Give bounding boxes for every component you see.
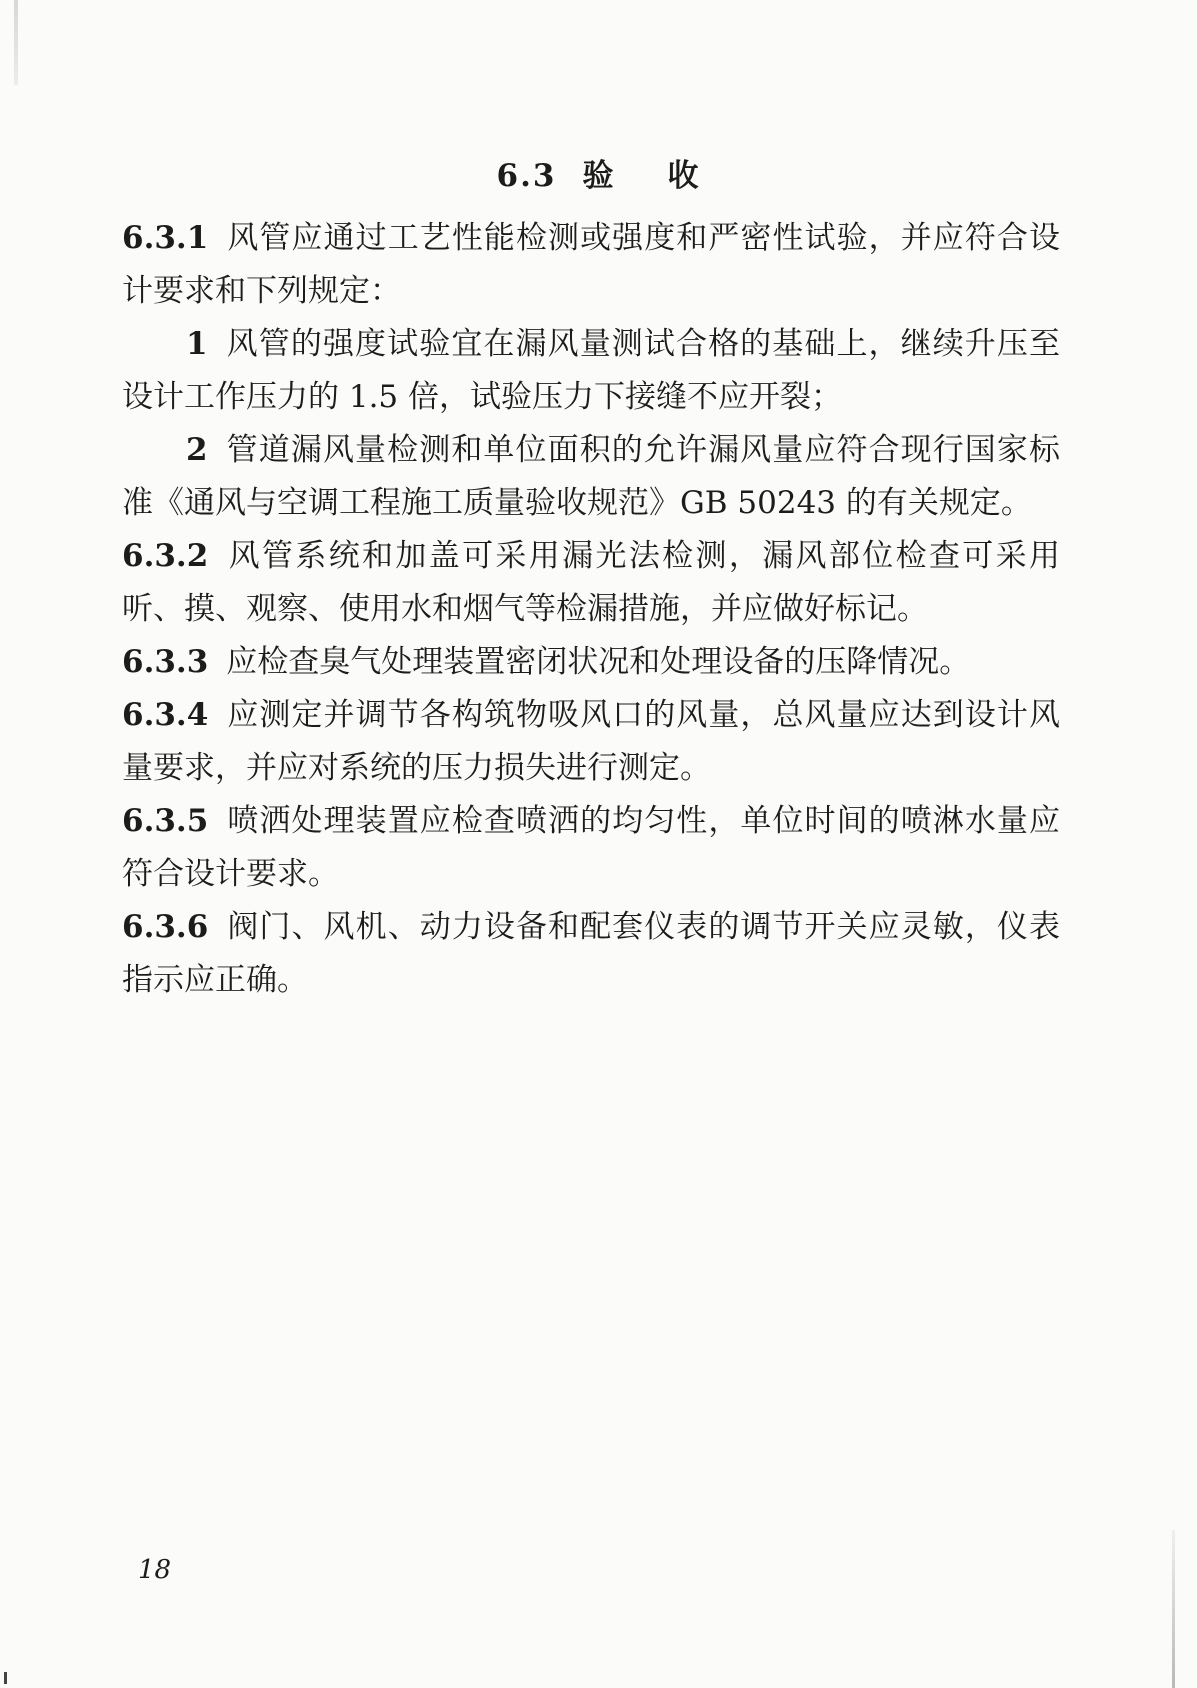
item-text: 管道漏风量检测和单位面积的允许漏风量应符合现行国家标准《通风与空调工程施工质量验收规范》GB 50243 的有关规定。 bbox=[122, 432, 1060, 521]
section-number: 6.3 bbox=[496, 158, 557, 194]
clause-text: 风管系统和加盖可采用漏光法检测，漏风部位检查可采用听、摸、观察、使用水和烟气等检漏措施，并应做好标记。 bbox=[122, 538, 1060, 627]
section-body bbox=[122, 212, 1060, 1007]
section-title-char: 验 bbox=[582, 158, 616, 194]
clause-item bbox=[122, 318, 1060, 424]
item-number: 1 bbox=[186, 326, 208, 362]
section-title bbox=[0, 150, 1197, 195]
clause-number: 6.3.1 bbox=[122, 220, 209, 256]
clause bbox=[122, 689, 1060, 795]
clause-number: 6.3.6 bbox=[122, 909, 209, 945]
clause-text: 风管应通过工艺性能检测或强度和严密性试验，并应符合设计要求和下列规定： bbox=[122, 220, 1060, 309]
clause-number: 6.3.3 bbox=[122, 644, 209, 680]
item-text: 风管的强度试验宜在漏风量测试合格的基础上，继续升压至设计工作压力的 1.5 倍，试验压力下接缝不应开裂； bbox=[122, 326, 1060, 415]
clause bbox=[122, 212, 1060, 318]
section-title-char: 收 bbox=[667, 158, 701, 194]
clause-text: 阀门、风机、动力设备和配套仪表的调节开关应灵敏，仪表指示应正确。 bbox=[122, 909, 1060, 998]
clause-number: 6.3.4 bbox=[122, 697, 209, 733]
page-number: 18 bbox=[138, 1555, 172, 1585]
clause bbox=[122, 795, 1060, 901]
clause-text: 喷洒处理装置应检查喷洒的均匀性，单位时间的喷淋水量应符合设计要求。 bbox=[122, 803, 1060, 892]
item-number: 2 bbox=[186, 432, 208, 468]
clause-number: 6.3.5 bbox=[122, 803, 209, 839]
scan-edge-mark bbox=[4, 1672, 7, 1684]
scan-edge-mark bbox=[1172, 1530, 1175, 1688]
clause bbox=[122, 901, 1060, 1007]
clause-item bbox=[122, 424, 1060, 530]
scan-edge-mark bbox=[14, 0, 18, 85]
clause-number: 6.3.2 bbox=[122, 538, 209, 574]
clause-text: 应检查臭气处理装置密闭状况和处理设备的压降情况。 bbox=[226, 644, 971, 680]
clause bbox=[122, 636, 1060, 689]
clause-text: 应测定并调节各构筑物吸风口的风量，总风量应达到设计风量要求，并应对系统的压力损失进行测定。 bbox=[122, 697, 1060, 786]
clause bbox=[122, 530, 1060, 636]
